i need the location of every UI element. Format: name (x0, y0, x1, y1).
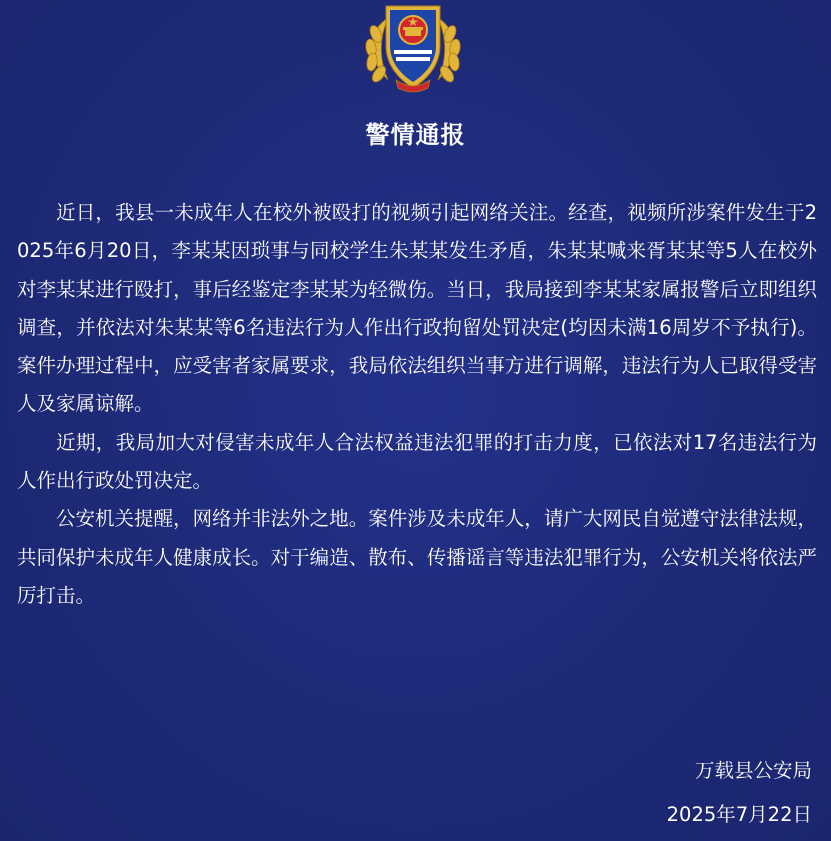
signature-block (667, 749, 812, 837)
notice-body (17, 194, 817, 615)
issuer-name: 万载县公安局 (694, 759, 812, 782)
notice-title: 警情通报 (365, 121, 466, 149)
paragraph-incident: 近日，我县一未成年人在校外被殴打的视频引起网络关注。经查，视频所涉案件发生于2025年6月20日，李某某因琐事与同校学生朱某某发生矛盾，朱某某喊来胥某某等5人在校外对李某某进行殴打，事后经鉴定李某某为轻微伤。当日，我局接到李某某家属报警后立即组织调查，并依法对朱某某等6名违法行为人作出行政拘留处罚决定(均因未满16周岁不予执行)。案件办理过程中，应受害者家属要求，我局依法组织当事方进行调解，违法行为人已取得受害人及家属谅解。 (17, 201, 817, 416)
police-emblem-icon (358, 0, 468, 98)
issue-date: 2025年7月22日 (666, 803, 812, 826)
paragraph-enforcement: 近期，我局加大对侵害未成年人合法权益违法犯罪的打击力度，已依法对17名违法行为人作出行政处罚决定。 (17, 430, 817, 493)
paragraph-reminder: 公安机关提醒，网络并非法外之地。案件涉及未成年人，请广大网民自觉遵守法律法规，共同保护未成年人健康成长。对于编造、散布、传播谣言等违法犯罪行为，公安机关将依法严厉打击。 (17, 507, 817, 607)
